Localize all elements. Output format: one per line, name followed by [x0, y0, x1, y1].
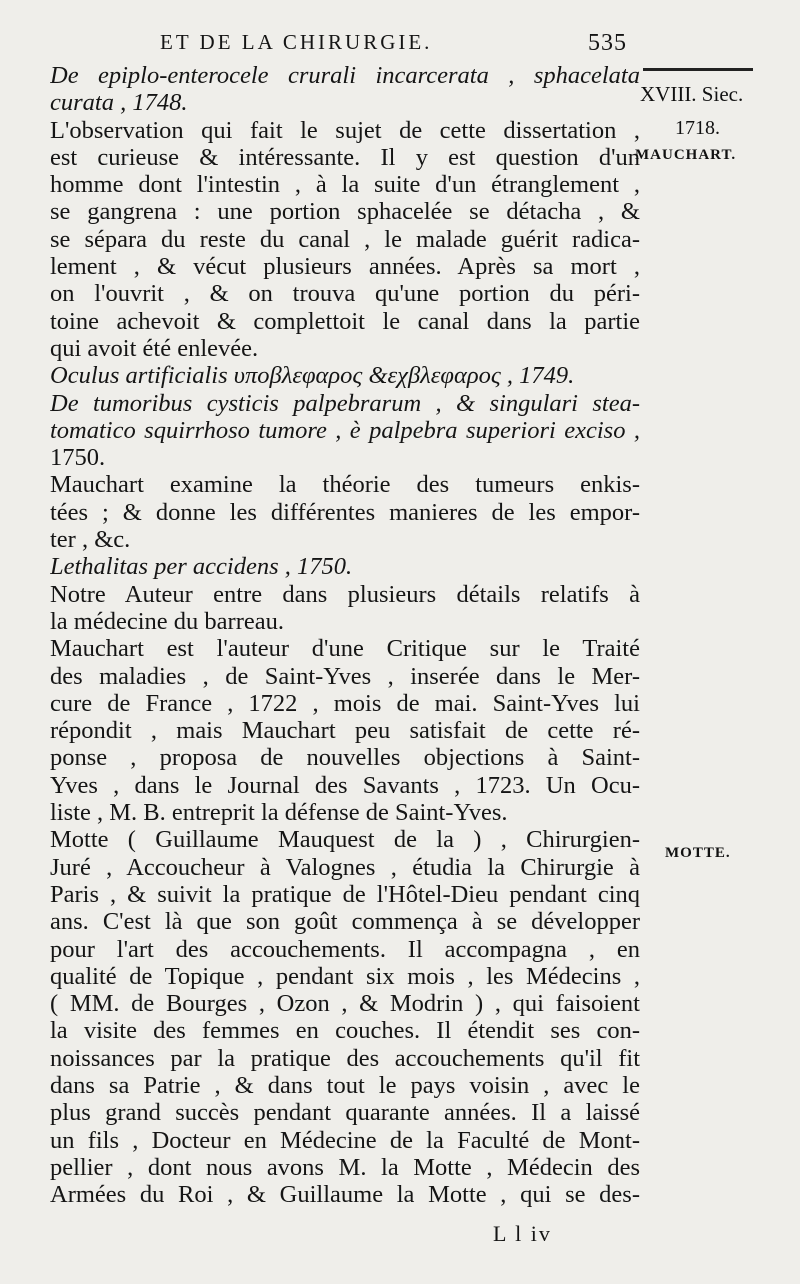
- text-line: liste , M. B. entreprit la défense de Saint-Yves.: [50, 799, 508, 827]
- main-text: [50, 62, 640, 1208]
- text-line: Notre Auteur entre dans plusieurs détails relatifs à: [50, 580, 640, 608]
- text-line: Motte ( Guillaume Mauquest de la ) , Chirurgien-: [50, 826, 640, 854]
- text-line: tées ; & donne les différentes manieres de les empor-: [50, 498, 640, 526]
- signature-mark: L l iv: [493, 1221, 552, 1246]
- text-line: De epiplo-enterocele crurali incarcerata , sphacelata: [50, 62, 640, 89]
- margin-year: 1718.: [675, 117, 720, 139]
- running-header: [160, 30, 630, 60]
- text-line: Lethalitas per accidens , 1750.: [50, 553, 353, 581]
- text-line: se sépara du reste du canal , le malade guérit radica-: [50, 225, 640, 253]
- text-line: ans. C'est là que son goût commença à se développer: [50, 908, 640, 936]
- text-line: on l'ouvrit , & on trouva qu'une portion du péri-: [50, 280, 640, 308]
- text-line: Mauchart est l'auteur d'une Critique sur le Traité: [50, 635, 640, 663]
- text-line: ter , &c.: [50, 526, 131, 554]
- text-line: des maladies , de Saint-Yves , inserée dans le Mer-: [50, 662, 640, 690]
- text-line: se gangrena : une portion sphacelée se détacha , &: [50, 198, 640, 226]
- text-line: cure de France , 1722 , mois de mai. Saint-Yves lui: [50, 689, 640, 717]
- text-line: L'observation qui fait le sujet de cette dissertation ,: [50, 116, 640, 144]
- text-line: Mauchart examine la théorie des tumeurs enkis-: [50, 471, 640, 499]
- text-line: noissances par la pratique des accouchements qu'il fit: [50, 1044, 640, 1072]
- text-line: un fils , Docteur en Médecine de la Faculté de Mont-: [50, 1126, 640, 1154]
- text-line: lement , & vécut plusieurs années. Après sa mort ,: [50, 253, 640, 281]
- text-line: qui avoit été enlevée.: [50, 334, 259, 362]
- text-line: tomatico squirrhoso tumore , è palpebra superiori exciso ,: [50, 416, 640, 444]
- text-line: pour l'art des accouchements. Il accompagna , en: [50, 935, 640, 963]
- text-line: Armées du Roi , & Guillaume la Motte , qui se des-: [50, 1181, 640, 1209]
- text-line: curata , 1748.: [50, 89, 188, 117]
- text-line: pellier , dont nous avons M. la Motte , Médecin des: [50, 1153, 640, 1181]
- margin-author-mauchart: MAUCHART.: [635, 147, 737, 163]
- text-line: est curieuse & intéressante. Il y est question d'un: [50, 143, 640, 171]
- text-line: ponse , proposa de nouvelles objections à Saint-: [50, 744, 640, 772]
- text-line: répondit , mais Mauchart peu satisfait de cette ré-: [50, 717, 640, 745]
- text-line: qualité de Topique , pendant six mois , les Médecins ,: [50, 962, 640, 990]
- text-line: homme dont l'intestin , à la suite d'un étranglement ,: [50, 171, 640, 199]
- text-line: la visite des femmes en couches. Il étendit ses con-: [50, 1017, 640, 1045]
- margin-century: XVIII. Siec.: [640, 82, 744, 106]
- text-line: ( MM. de Bourges , Ozon , & Modrin ) , qui faisoient: [50, 990, 640, 1018]
- text-line: dans sa Patrie , & dans tout le pays voisin , avec le: [50, 1071, 640, 1099]
- text-line: toine achevoit & complettoit le canal dans la partie: [50, 307, 640, 335]
- text-line: plus grand succès pendant quarante années. Il a laissé: [50, 1099, 640, 1127]
- text-line: Juré , Accoucheur à Valognes , étudia la Chirurgie à: [50, 853, 640, 881]
- running-title: ET DE LA CHIRURGIE.: [160, 30, 433, 54]
- margin-author-motte: MOTTE.: [665, 845, 731, 861]
- text-line: Yves , dans le Journal des Savants , 1723. Un Ocu-: [50, 771, 640, 799]
- text-line: Oculus artificialis υποβλεφαρος &εχβλεφαρος , 1749.: [50, 362, 575, 390]
- text-line: Paris , & suivit la pratique de l'Hôtel-Dieu pendant cinq: [50, 880, 640, 908]
- text-line: la médecine du barreau.: [50, 607, 284, 635]
- text-line: 1750.: [50, 444, 106, 472]
- page-number: 535: [588, 30, 627, 56]
- text-line: De tumoribus cysticis palpebrarum , & singulari stea-: [50, 389, 640, 417]
- margin-rule: [643, 68, 753, 71]
